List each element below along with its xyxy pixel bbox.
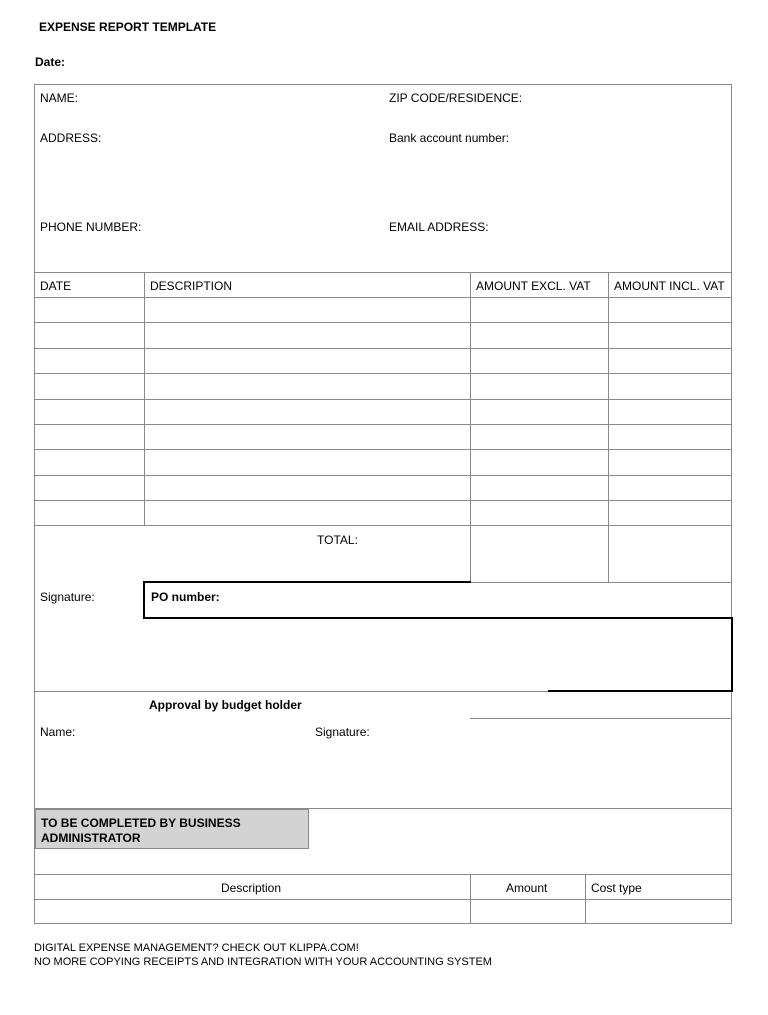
col-header-amount-incl-vat: AMOUNT INCL. VAT [614,279,725,293]
admin-col-cost-type: Cost type [591,881,642,895]
col-header-date: DATE [40,279,72,293]
admin-amount-cell[interactable] [471,900,585,923]
expense-date-cell[interactable] [35,298,144,322]
po-box-bottom [143,617,733,619]
po-box-bottom-right [548,690,733,692]
approval-name-field[interactable] [80,720,310,805]
table-row-line [34,399,732,400]
divider [470,718,732,719]
approval-signature-label: Signature: [315,725,370,739]
divider [34,272,732,273]
table-row-line [34,475,732,476]
footer-line-2: NO MORE COPYING RECEIPTS AND INTEGRATION WITH YOUR ACCOUNTING SYSTEM [34,956,492,968]
date-label: Date: [35,55,66,69]
zip-code-label: ZIP CODE/RESIDENCE: [389,91,523,105]
admin-heading: TO BE COMPLETED BY BUSINESS ADMINISTRATOR [41,816,241,845]
approval-heading: Approval by budget holder [149,698,302,712]
po-number-label: PO number: [151,590,220,604]
page-title: EXPENSE REPORT TEMPLATE [39,20,217,34]
table-row-line [34,322,732,323]
table-row-line [34,373,732,374]
col-header-description: DESCRIPTION [150,279,233,293]
total-excl-vat-cell[interactable] [471,526,608,582]
footer-line-1: DIGITAL EXPENSE MANAGEMENT? CHECK OUT KLIPPA.COM! [34,942,359,954]
approval-name-label: Name: [40,725,76,739]
total-incl-vat-cell[interactable] [609,526,731,582]
table-row-line [34,424,732,425]
phone-number-label: PHONE NUMBER: [40,220,142,234]
po-box-top [144,581,471,583]
total-label: TOTAL: [317,533,358,547]
divider [34,874,732,875]
table-row-line [34,500,732,501]
signature-label: Signature: [40,590,95,604]
expense-amount-excl-cell[interactable] [471,298,608,322]
expense-description-cell[interactable] [145,298,470,322]
admin-description-cell[interactable] [35,900,470,923]
approval-signature-field[interactable] [380,720,730,805]
po-number-field[interactable] [232,584,730,616]
admin-cost-type-cell[interactable] [586,900,731,923]
po-box-right [731,617,733,692]
table-row-line [34,449,732,450]
table-row-line [34,348,732,349]
admin-col-amount: Amount [506,881,548,895]
divider [470,582,732,583]
expense-amount-incl-cell[interactable] [609,298,731,322]
address-label: ADDRESS: [40,131,102,145]
signature-field[interactable] [36,620,730,690]
bank-account-label: Bank account number: [389,131,510,145]
po-box-left [143,581,145,619]
name-label: NAME: [40,91,79,105]
email-address-label: EMAIL ADDRESS: [389,220,489,234]
col-header-amount-excl-vat: AMOUNT EXCL. VAT [476,279,591,293]
admin-heading-box [35,809,309,849]
admin-col-description: Description [221,881,282,895]
divider [34,691,548,692]
